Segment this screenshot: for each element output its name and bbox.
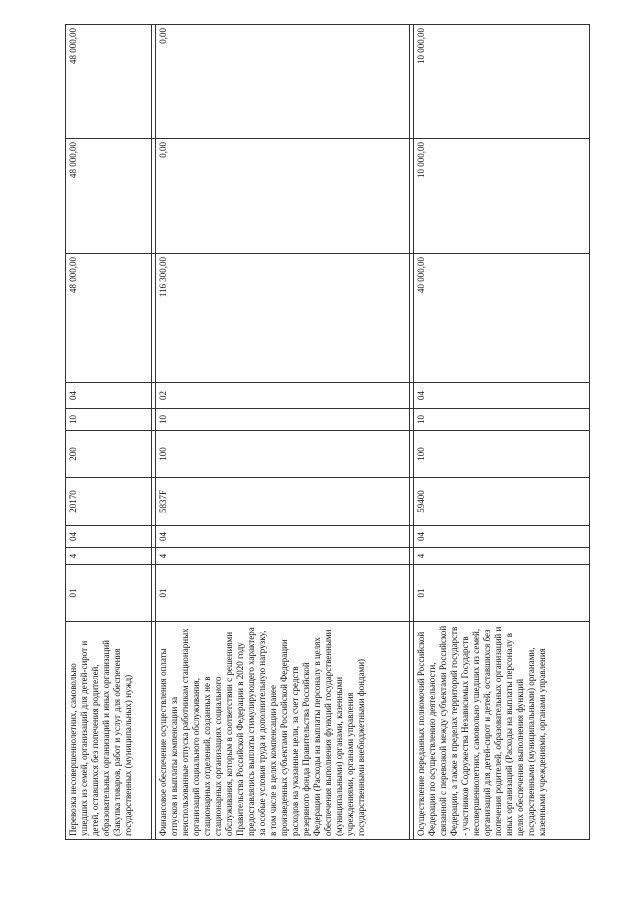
row-name: Осуществление переданных полномочий Российской Федерации по осуществлению деятельности, связанной с перевозкой между субъектами Российской Федерации, а также в пределах территорий государств - участников Содружества Независимых Государств несовершеннолетних, самовольно ушедших из семей, организаций для детей-сирот и детей, оставшихся без попечения родителей, образовательных организаций и иных организаций (Расходы на выплаты персоналу в целях обеспечения выполнения функций государственными (муниципальными) органами, казенными учреждениями, органами управления — [413, 622, 589, 840]
grbs-cell: 01 — [413, 565, 589, 622]
csr-cell: 5837F — [156, 478, 409, 526]
sum3-cell: 48 000,00 — [66, 25, 152, 139]
vr-cell: 100 — [413, 431, 589, 478]
code2-cell: 04 — [413, 383, 589, 409]
pr-cell: 04 — [66, 526, 152, 548]
rz-cell: 4 — [413, 548, 589, 565]
grbs-cell: 01 — [156, 565, 409, 622]
csr-cell: 20170 — [66, 478, 152, 526]
pr-cell: 04 — [156, 526, 409, 548]
code2-cell: 04 — [66, 383, 152, 409]
sum1-cell: 48 000,00 — [66, 254, 152, 383]
sum3-cell: 10 000,00 — [413, 25, 589, 139]
code1-cell: 10 — [66, 409, 152, 431]
code1-cell: 10 — [156, 409, 409, 431]
row-name: Финансовое обеспечение осуществления оплаты отпусков и выплаты компенсации за неиспользованные отпуска работникам стационарных организаций социального обслуживания, стационарных отделений, созданных не в стационарных организациях социального обслуживания, которым в соответствии с решениями Правительства Российской Федерации в 2020 году предоставлялись выплаты стимулирующего характера за особые условия труда и дополнительную нагрузку, в том числе в целях компенсации ранее произведенных субъектами Российской Федерации расходов на указанные цели, за счет средств резервного фонда Правительства Российской Федерации (Расходы на выплаты персоналу в целях обеспечения выполнения функций государственными (муниципальными) органами, казенными учреждениями, органами управления государственными внебюджетными фондами) — [156, 622, 409, 840]
budget-table — [65, 24, 590, 840]
table-row — [66, 25, 152, 840]
vr-cell: 100 — [156, 431, 409, 478]
code1-cell: 10 — [413, 409, 589, 431]
rotated-page — [65, 25, 590, 840]
table-row — [413, 25, 589, 840]
csr-cell: 59400 — [413, 478, 589, 526]
sum2-cell: 0,00 — [156, 139, 409, 254]
pr-cell: 04 — [413, 526, 589, 548]
rz-cell: 4 — [66, 548, 152, 565]
sum1-cell: 40 000,00 — [413, 254, 589, 383]
code2-cell: 02 — [156, 383, 409, 409]
grbs-cell: 01 — [66, 565, 152, 622]
row-name: Перевозка несовершеннолетних, самовольно ушедших из семей, организаций для детей-сирот и детей, оставшихся без попечения родителей, образовательных организаций и иных организаций (Закупка товаров, работ и услуг для обеспечения государственных (муниципальных) нужд) — [66, 622, 152, 840]
sum2-cell: 10 000,00 — [413, 139, 589, 254]
rz-cell: 4 — [156, 548, 409, 565]
vr-cell: 200 — [66, 431, 152, 478]
sum3-cell: 0,00 — [156, 25, 409, 139]
table-row — [156, 25, 409, 840]
sum1-cell: 116 300,00 — [156, 254, 409, 383]
sum2-cell: 48 000,00 — [66, 139, 152, 254]
